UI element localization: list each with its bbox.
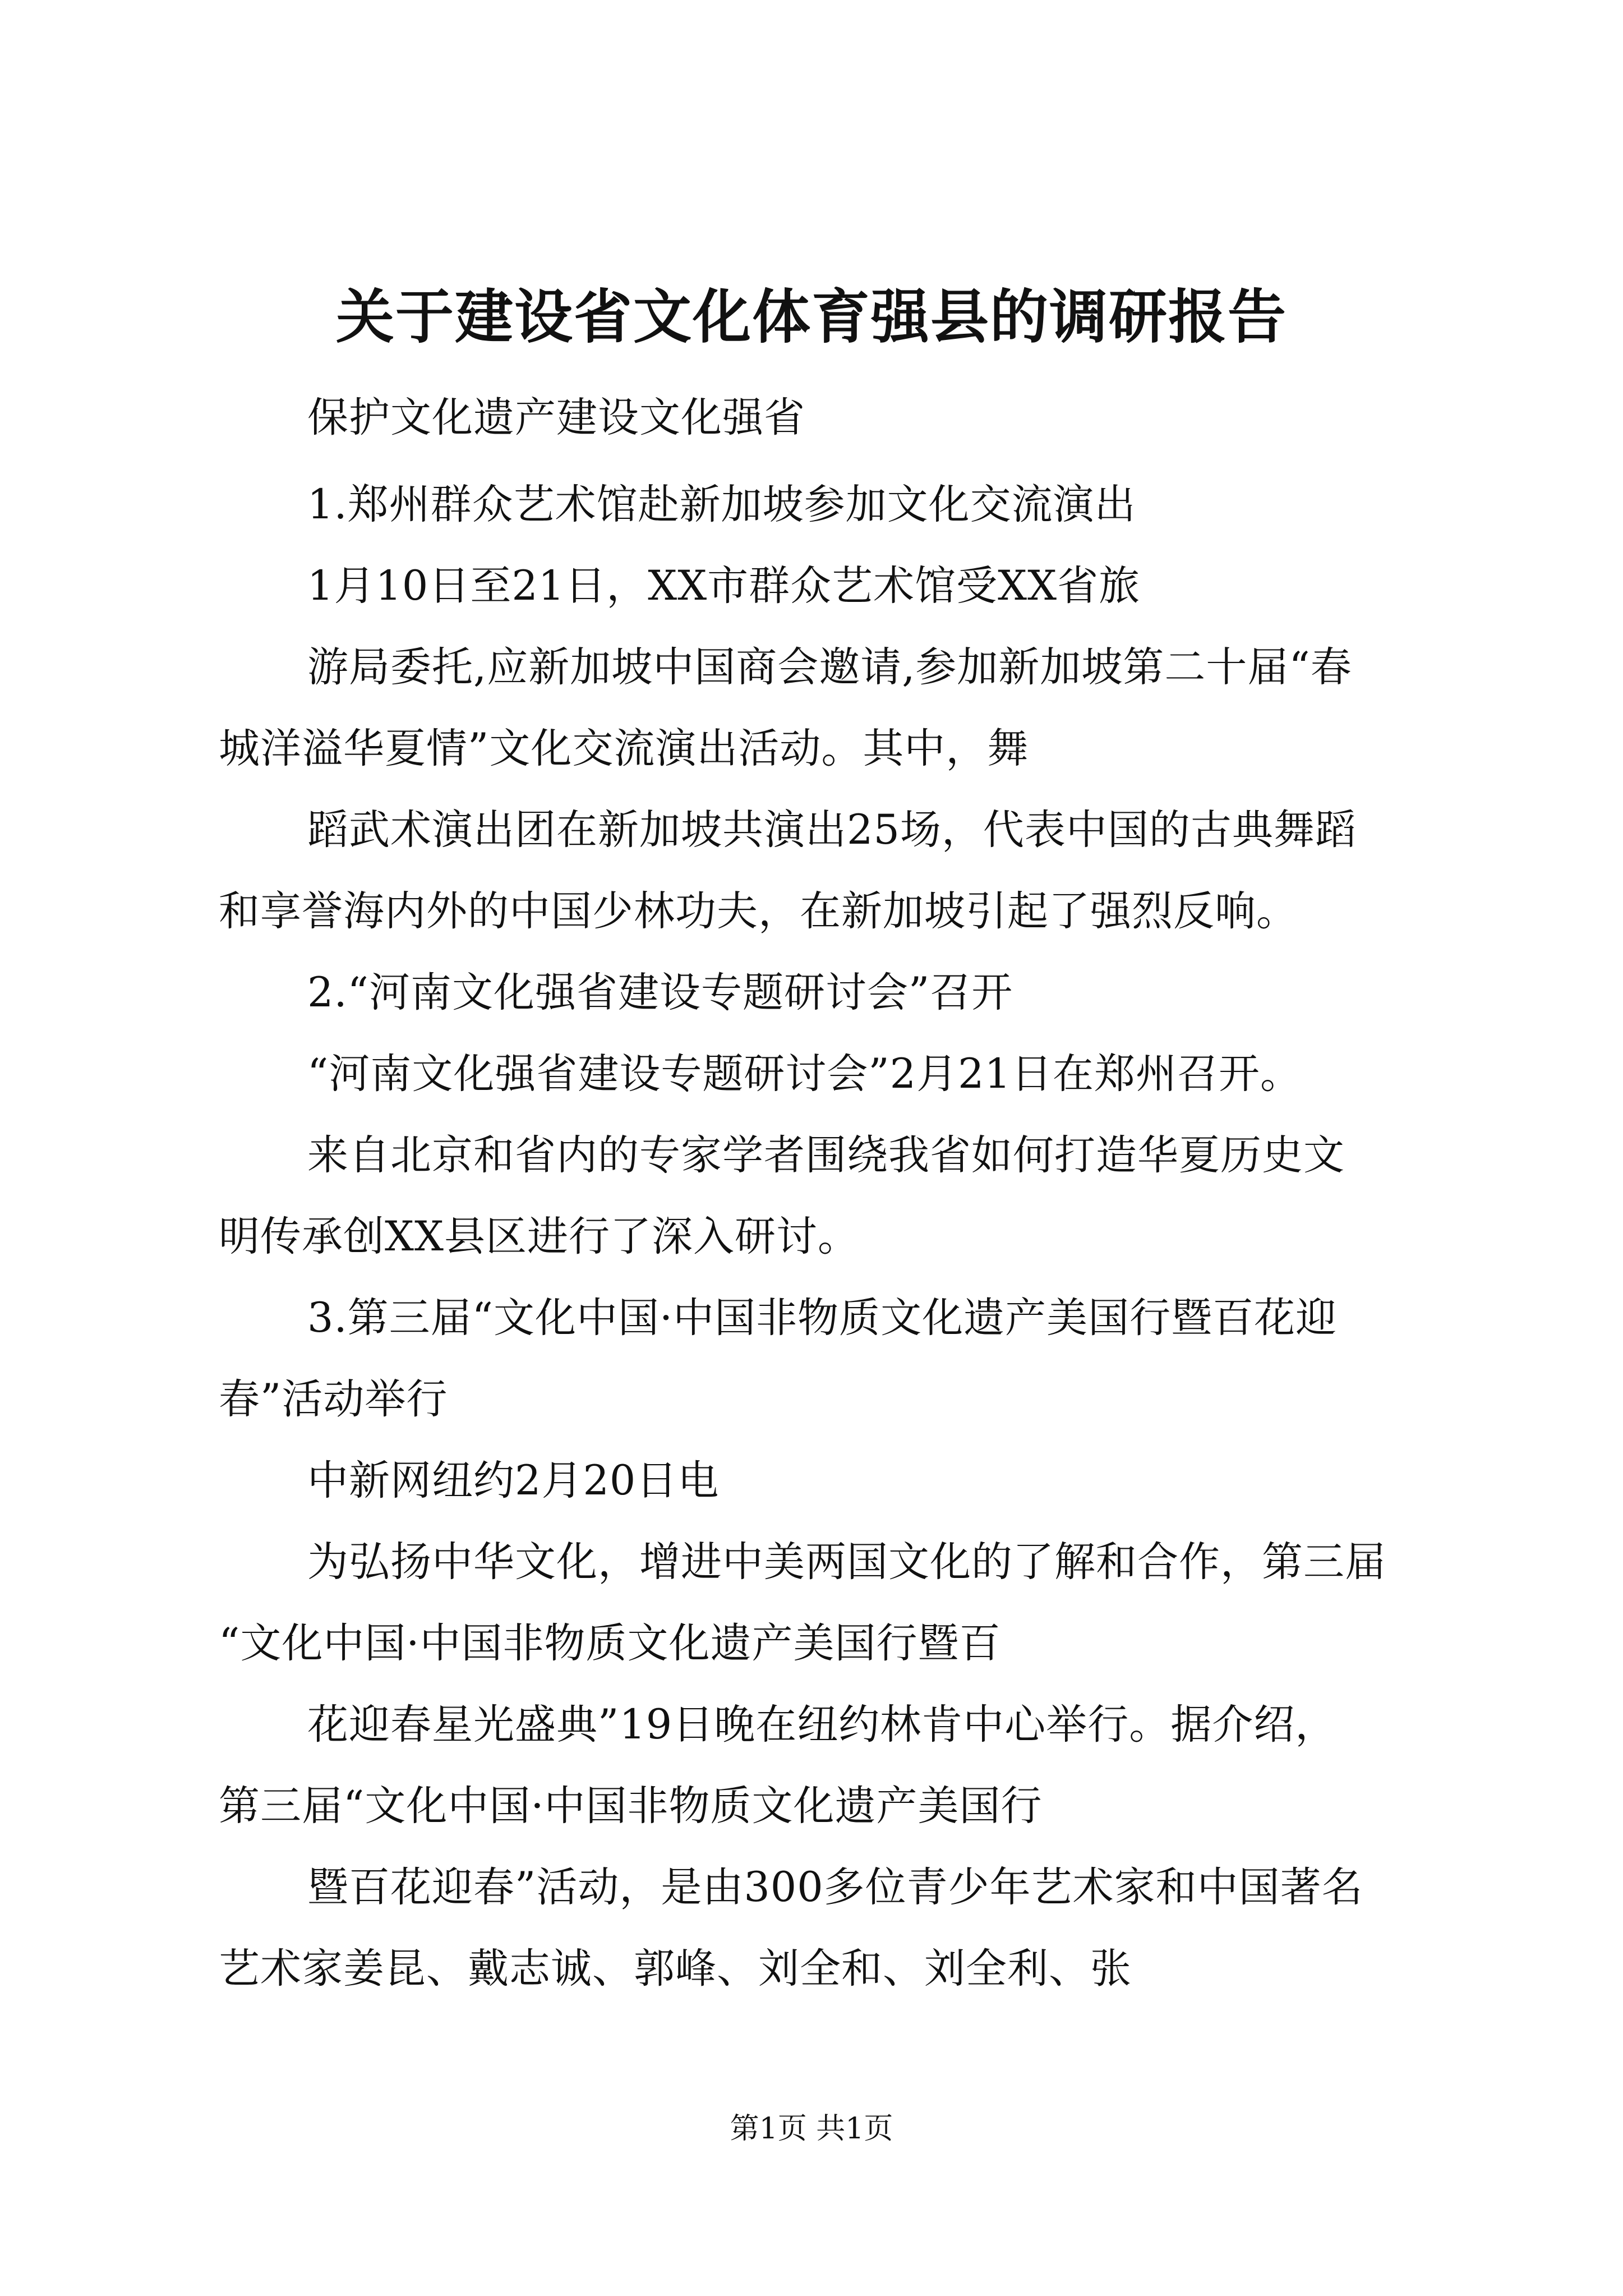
- body-line-8: 2.“河南文化强省建设专题研讨会”召开: [307, 969, 1013, 1016]
- page-footer: 第1页 共1页: [730, 2112, 893, 2146]
- body-line-4: 游局委托,应新加坡中国商会邀请,参加新加坡第二十届“春: [307, 643, 1352, 691]
- body-line-12: 3.第三届“文化中国·中国非物质文化遗产美国行暨百花迎: [307, 1294, 1338, 1342]
- body-line-2: 1.郑州群众艺术馆赴新加坡参加文化交流演出: [307, 481, 1136, 528]
- body-line-1: 保护文化遗产建设文化强省: [307, 394, 805, 441]
- body-line-11: 明传承创XX县区进行了深入研讨。: [219, 1213, 859, 1260]
- body-line-20: 艺术家姜昆、戴志诚、郭峰、刘全和、刘全利、张: [219, 1945, 1132, 1993]
- body-line-10: 来自北京和省内的专家学者围绕我省如何打造华夏历史文: [307, 1131, 1345, 1179]
- document-title: 关于建设省文化体育强县的调研报告: [335, 282, 1287, 351]
- body-line-7: 和享誉海内外的中国少林功夫，在新加坡引起了强烈反响。: [219, 887, 1298, 935]
- body-line-9: “河南文化强省建设专题研讨会”2月21日在郑州召开。: [307, 1050, 1302, 1098]
- body-line-19: 暨百花迎春”活动，是由300多位青少年艺术家和中国著名: [307, 1864, 1363, 1911]
- body-line-15: 为弘扬中华文化，增进中美两国文化的了解和合作，第三届: [307, 1538, 1386, 1586]
- body-line-18: 第三届“文化中国·中国非物质文化遗产美国行: [219, 1782, 1043, 1830]
- body-line-6: 蹈武术演出团在新加坡共演出25场，代表中国的古典舞蹈: [307, 806, 1357, 854]
- body-line-3: 1月10日至21日，XX市群众艺术馆受XX省旅: [307, 562, 1141, 610]
- body-line-17: 花迎春星光盛典”19日晚在纽约林肯中心举行。据介绍，: [307, 1701, 1337, 1749]
- body-line-5: 城洋溢华夏情”文化交流演出活动。其中，舞: [219, 725, 1029, 772]
- body-line-16: “文化中国·中国非物质文化遗产美国行暨百: [219, 1619, 1001, 1667]
- body-line-13: 春”活动举行: [219, 1375, 448, 1423]
- body-line-14: 中新网纽约2月20日电: [307, 1457, 720, 1504]
